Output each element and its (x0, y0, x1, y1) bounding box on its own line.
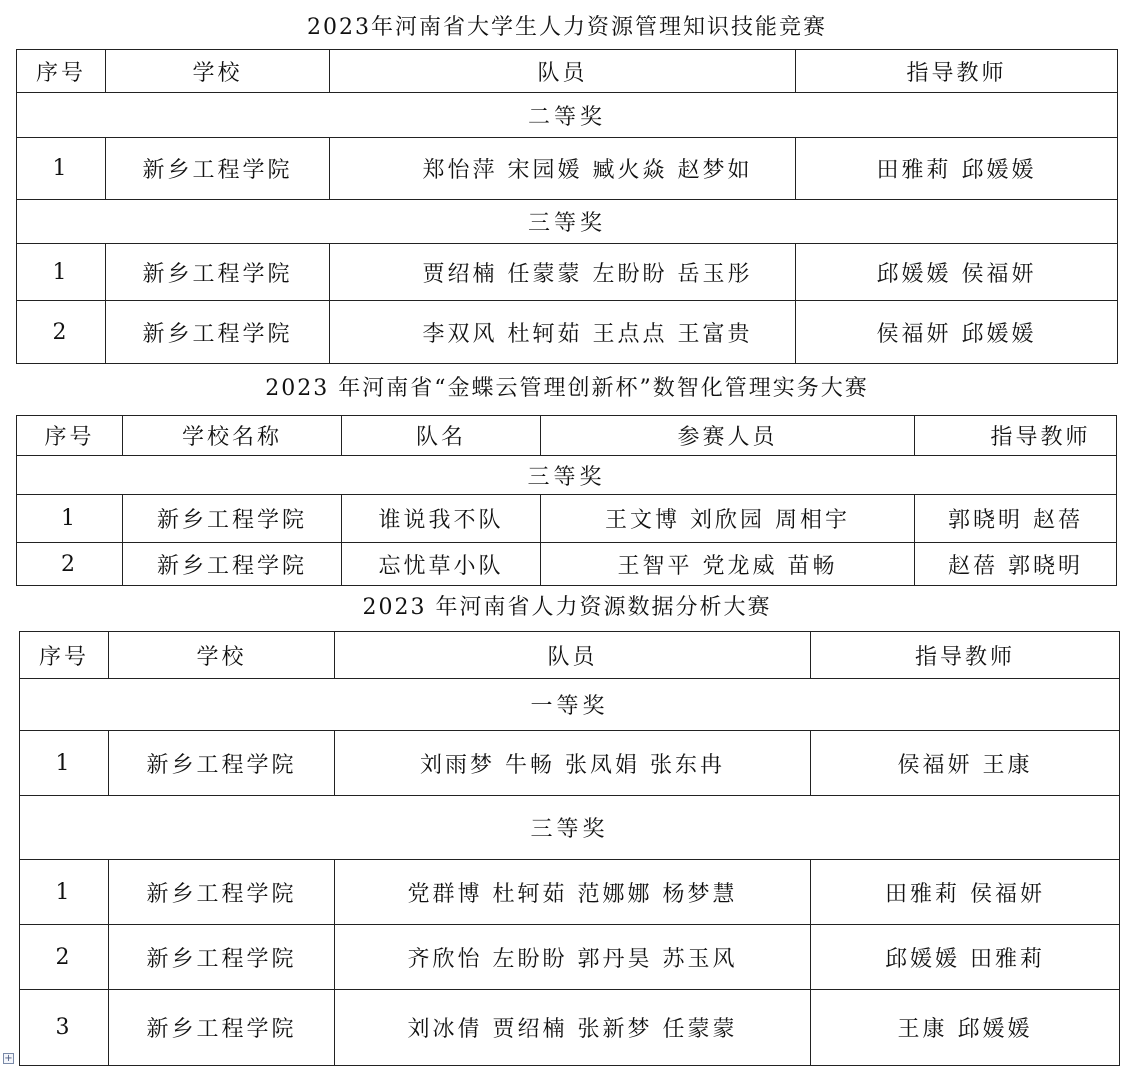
header-school: 学校 (109, 632, 335, 679)
table-row (17, 244, 1118, 301)
table-row (20, 925, 1120, 990)
section1-table (16, 49, 1118, 364)
cell-school: 新乡工程学院 (109, 860, 335, 925)
cell-members: 郑怡萍 宋园媛 臧火焱 赵梦如 (330, 138, 796, 200)
cell-members: 李双风 杜轲茹 王点点 王富贵 (330, 301, 796, 364)
header-advisor: 指导教师 (796, 50, 1118, 93)
header-advisor: 指导教师 (915, 416, 1117, 456)
table-row (20, 731, 1120, 796)
header-index: 序号 (20, 632, 109, 679)
section1-title: 2023年河南省大学生人力资源管理知识技能竞赛 (307, 15, 827, 40)
cell-index: 1 (17, 495, 123, 543)
award-label: 三等奖 (20, 796, 1120, 860)
section2-title: 2023 年河南省“金蝶云管理创新杯”数智化管理实务大赛 (265, 376, 869, 401)
award-label: 三等奖 (17, 200, 1118, 244)
cell-school: 新乡工程学院 (106, 301, 330, 364)
award-label: 二等奖 (17, 93, 1118, 138)
cell-index: 2 (20, 925, 109, 990)
move-anchor-icon[interactable]: + (4, 1053, 13, 1064)
cell-advisor: 王康 邱媛媛 (811, 990, 1120, 1066)
cell-advisor: 田雅莉 侯福妍 (811, 860, 1120, 925)
header-members: 队员 (330, 50, 796, 93)
award-label: 三等奖 (17, 456, 1117, 495)
header-index: 序号 (17, 416, 123, 456)
header-school: 学校 (106, 50, 330, 93)
cell-members: 党群博 杜轲茹 范娜娜 杨梦慧 (335, 860, 811, 925)
cell-members: 刘雨梦 牛畅 张凤娟 张东冉 (335, 731, 811, 796)
award-row (17, 456, 1117, 495)
cell-advisor: 侯福妍 邱媛媛 (796, 301, 1118, 364)
cell-advisor: 田雅莉 邱媛媛 (796, 138, 1118, 200)
cell-index: 1 (20, 731, 109, 796)
cell-members: 贾绍楠 任蒙蒙 左盼盼 岳玉彤 (330, 244, 796, 301)
cell-school: 新乡工程学院 (109, 990, 335, 1066)
cell-index: 3 (20, 990, 109, 1066)
cell-school: 新乡工程学院 (109, 731, 335, 796)
cell-advisor: 郭晓明 赵蓓 (915, 495, 1117, 543)
cell-school: 新乡工程学院 (106, 138, 330, 200)
table-header-row (20, 632, 1120, 679)
table-row (20, 990, 1120, 1066)
cell-advisor: 邱媛媛 侯福妍 (796, 244, 1118, 301)
header-members: 队员 (335, 632, 811, 679)
header-advisor: 指导教师 (811, 632, 1120, 679)
section3-table (19, 631, 1120, 1066)
cell-members: 刘冰倩 贾绍楠 张新梦 任蒙蒙 (335, 990, 811, 1066)
table-row (20, 860, 1120, 925)
cell-index: 1 (17, 138, 106, 200)
section3-title: 2023 年河南省人力资源数据分析大赛 (362, 595, 772, 620)
table-row (17, 301, 1118, 364)
cell-school: 新乡工程学院 (109, 925, 335, 990)
header-school-name: 学校名称 (123, 416, 342, 456)
award-row (17, 200, 1118, 244)
cell-advisor: 邱媛媛 田雅莉 (811, 925, 1120, 990)
cell-team: 忘忧草小队 (342, 543, 541, 586)
table-row (17, 495, 1117, 543)
table-row (17, 138, 1118, 200)
header-participants: 参赛人员 (541, 416, 915, 456)
cell-advisor: 赵蓓 郭晓明 (915, 543, 1117, 586)
cell-index: 1 (20, 860, 109, 925)
award-row (20, 796, 1120, 860)
header-index: 序号 (17, 50, 106, 93)
cell-school: 新乡工程学院 (123, 543, 342, 586)
table-row (17, 543, 1117, 586)
cell-index: 2 (17, 301, 106, 364)
cell-advisor: 侯福妍 王康 (811, 731, 1120, 796)
cell-index: 1 (17, 244, 106, 301)
header-team-name: 队名 (342, 416, 541, 456)
award-row (17, 93, 1118, 138)
section2-table (16, 415, 1117, 586)
cell-members: 王智平 党龙威 苗畅 (541, 543, 915, 586)
award-row (20, 679, 1120, 731)
cell-members: 王文博 刘欣园 周相宇 (541, 495, 915, 543)
cell-school: 新乡工程学院 (123, 495, 342, 543)
table-header-row (17, 50, 1118, 93)
cell-school: 新乡工程学院 (106, 244, 330, 301)
table-header-row (17, 416, 1117, 456)
cell-members: 齐欣怡 左盼盼 郭丹昊 苏玉风 (335, 925, 811, 990)
cell-team: 谁说我不队 (342, 495, 541, 543)
cell-index: 2 (17, 543, 123, 586)
award-label: 一等奖 (20, 679, 1120, 731)
